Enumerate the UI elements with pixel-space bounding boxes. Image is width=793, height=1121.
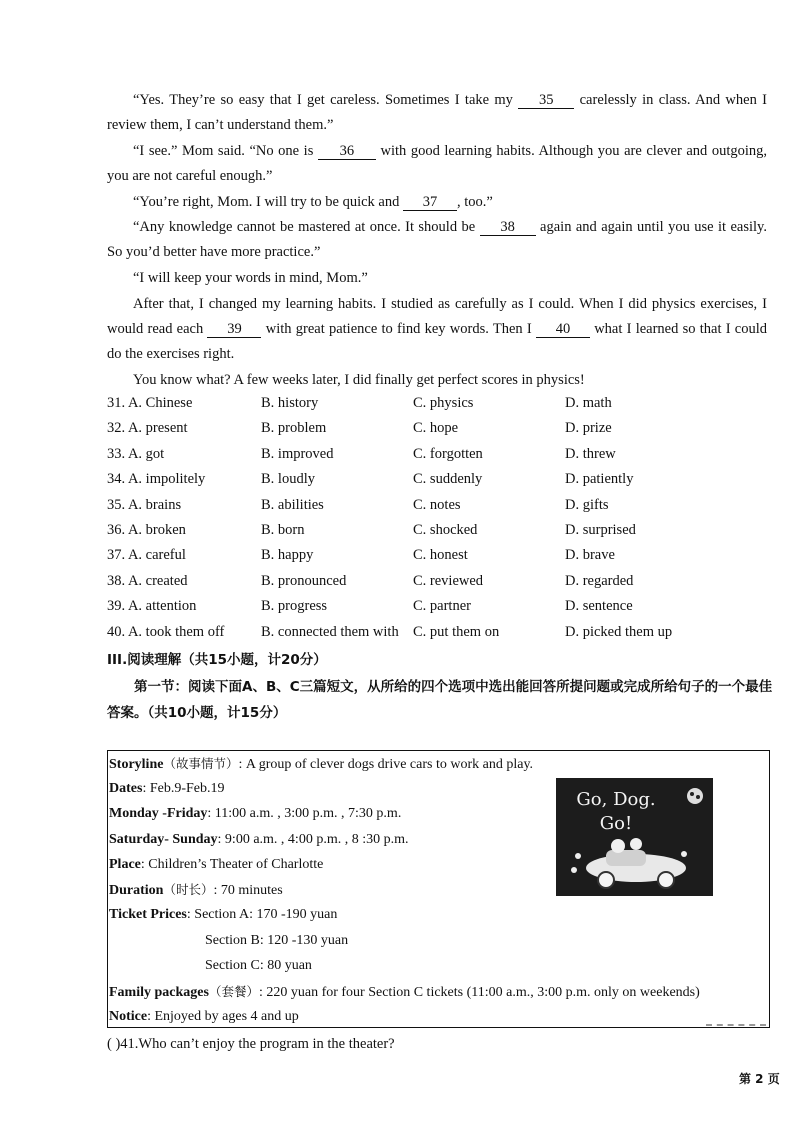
option-b: B. progress [261,598,328,615]
field-label-cn: （套餐） [208,984,259,999]
text-run: “I see.” Mom said. “No one is [133,143,318,159]
option-d: D. gifts [565,496,609,513]
field-value: : 9:00 a.m. , 4:00 p.m. , 8 :30 p.m. [217,832,409,847]
storyline-line [109,754,533,775]
option-c: C. shocked [413,521,478,538]
field-label: Monday -Friday [109,806,208,821]
option-d: D. patiently [565,471,634,488]
option-c: C. put them on [413,623,500,640]
blank-37: 37 [403,194,457,211]
passage-paragraph [107,190,767,215]
text-run: “You’re right, Mom. I will try to be quick and [133,194,403,210]
option-a: 38. A. created [107,572,188,589]
option-d: D. prize [565,420,612,437]
field-value: : Feb.9-Feb.19 [142,781,225,796]
blank-35: 35 [518,92,574,109]
passage-paragraph [107,215,767,265]
field-label: Notice [109,1009,148,1024]
field-value: : Enjoyed by ages 4 and up [147,1009,299,1024]
option-row-34 [107,471,767,496]
option-d: D. math [565,395,612,411]
option-row-40 [107,624,767,649]
option-row-39 [107,598,767,623]
option-b: B. born [261,521,305,538]
option-a: 33. A. got [107,445,165,462]
field-label-cn: （时长） [163,882,214,897]
option-b: B. connected them with [261,623,399,640]
blank-36: 36 [318,143,376,160]
field-label: Ticket Prices [109,907,187,922]
price-section-c: Section C: 80 yuan [205,958,312,973]
passage-paragraph [107,292,767,367]
option-c: C. notes [413,496,461,513]
option-a: 34. A. impolitely [107,471,206,488]
price-section-b: Section B: 120 -130 yuan [205,933,349,948]
option-c: C. forgotten [413,445,483,462]
option-d: D. brave [565,547,615,564]
theater-notice [107,750,770,1028]
passage-paragraph [107,139,767,189]
option-d: D. picked them up [565,623,673,640]
option-row-32 [107,420,767,445]
option-a: 35. A. brains [107,496,182,513]
passage-paragraph: You know what? A few weeks later, I did finally get perfect scores in physics! [133,372,585,388]
notice-line [109,1007,299,1027]
field-value: : 11:00 a.m. , 3:00 p.m. , 7:30 p.m. [207,806,402,821]
poster-title-line: Go, Dog. [576,789,656,810]
option-b: B. abilities [261,496,324,513]
section-subtitle: 第一节：阅读下面A、B、C三篇短文，从所给的四个选项中选出能回答所提问题或完成所给句子的一个最佳答案。（共10小题，计15分） [107,679,773,721]
option-row-36 [107,522,767,547]
option-c: C. partner [413,598,471,615]
duration-line [109,880,283,901]
field-label: Saturday- Sunday [109,832,218,847]
text-run: again and again until you use it easily. So you’d better have more practice.” [107,219,767,260]
question-41: ( )41.Who can’t enjoy the program in the theater? [107,1036,395,1052]
dates-line [109,779,225,799]
page-number: 第 2 页 [739,1072,780,1086]
poster-image [556,778,713,896]
option-c: C. physics [413,395,474,411]
field-label: Place [109,857,141,872]
passage-paragraph: “I will keep your words in mind, Mom.” [133,270,368,286]
blank-39: 39 [207,321,261,338]
field-label: Duration [109,883,164,898]
option-b: B. pronounced [261,572,347,589]
field-value: : A group of clever dogs drive cars to work and play. [238,757,534,772]
field-label-cn: （故事情节） [163,756,239,771]
option-a: 36. A. broken [107,521,186,538]
place-line [109,855,323,875]
blank-40: 40 [536,321,590,338]
text-run: with good learning habits. Although you are clever and outgoing, you are not careful enough.” [107,143,767,184]
text-run: “Yes. They’re so easy that I get careless. Sometimes I take my [133,92,519,108]
text-run: what I learned so that I could do the exercises right. [107,321,767,362]
poster-badge-icon [685,786,705,806]
text-run: , too.” [456,194,493,210]
option-d: D. sentence [565,598,633,615]
option-b: B. happy [261,547,314,564]
family-line [109,982,700,1003]
text-run: carelessly in class. And when I review them, I can’t understand them.” [107,92,767,133]
option-a: 37. A. careful [107,547,186,564]
option-a: 32. A. present [107,420,188,437]
option-d: D. threw [565,445,616,462]
poster-title [556,788,676,836]
field-label: Family packages [109,985,209,1000]
option-b: B. improved [261,445,334,462]
option-c: C. hope [413,420,459,437]
option-b: B. history [261,395,319,411]
field-value: : Children’s Theater of Charlotte [140,857,324,872]
option-row-37 [107,547,767,572]
option-row-35 [107,497,767,522]
poster-title-line: Go! [599,813,633,834]
field-value: : 70 minutes [213,883,283,898]
option-row-33 [107,446,767,471]
blank-38: 38 [480,219,536,236]
text-run: After that, I changed my learning habits. I studied as carefully as I could. When I did physics exercises, I would read each [107,296,767,337]
prices-line [109,905,337,925]
option-b: B. problem [261,420,327,437]
field-value: : Section A: 170 -190 yuan [186,907,338,922]
option-row-31 [107,395,767,420]
option-c: C. honest [413,547,468,564]
option-a: 31. A. Chinese [107,395,193,411]
option-a: 40. A. took them off [107,623,225,640]
option-row-38 [107,573,767,598]
weekend-line [109,830,409,850]
passage-paragraph [107,88,767,138]
scan-mark [706,1024,766,1029]
text-run: “Any knowledge cannot be mastered at once. It should be [133,219,480,235]
field-value: : 220 yuan for four Section C tickets (11:00 a.m., 3:00 p.m. only on weekends) [258,985,700,1000]
option-c: C. suddenly [413,471,483,488]
option-b: B. loudly [261,471,315,488]
weekday-line [109,804,401,824]
option-a: 39. A. attention [107,598,197,615]
options-list [107,395,767,649]
option-d: D. regarded [565,572,634,589]
field-label: Storyline [109,757,164,772]
text-run: with great patience to find key words. Then I [261,321,536,337]
option-c: C. reviewed [413,572,484,589]
option-d: D. surprised [565,521,636,538]
dog-car-illustration [566,836,696,892]
field-label: Dates [109,781,143,796]
section-title: III.阅读理解（共15小题，计20分） [107,652,327,668]
